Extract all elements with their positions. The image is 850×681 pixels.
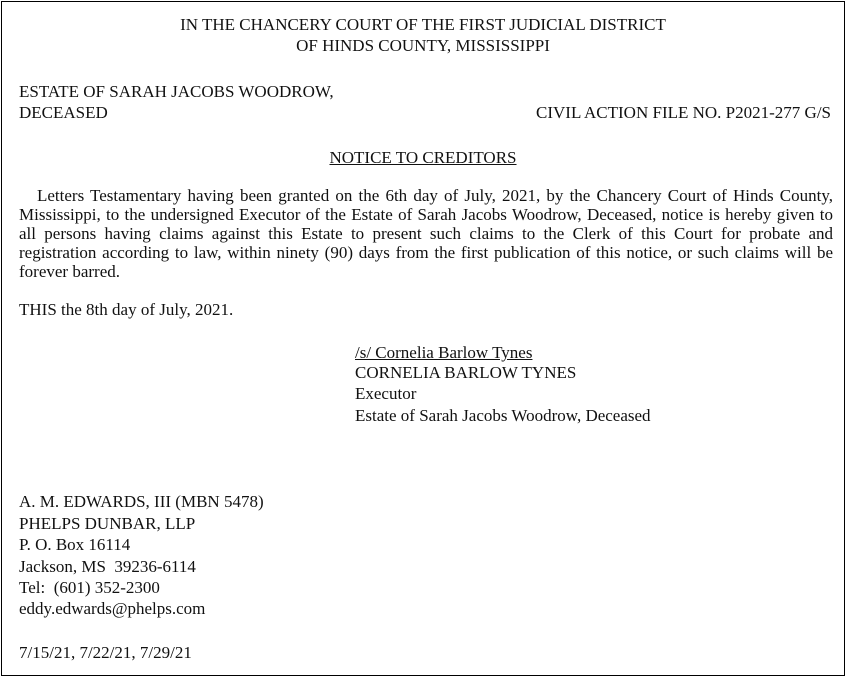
publication-dates: 7/15/21, 7/22/21, 7/29/21 [19, 643, 192, 662]
attorney-name: A. M. EDWARDS, III (MBN 5478) [19, 492, 264, 511]
civil-action-file-number: CIVIL ACTION FILE NO. P2021-277 G/S [536, 103, 831, 122]
notice-body-paragraph: Letters Testamentary having been granted on the 6th day of July, 2021, by the Chancery Court of Hinds County, Mississippi, to the undersigned Executor of the Estate of Sarah Jacobs Woodrow, Deceased, notice is hereby given to all persons having claims against this Estate to present such claims to the Clerk of this Court for probate and registration according to law, within ninety (90) days from the first publication of this notice, or such claims will be forever barred. [19, 186, 833, 281]
signature-line: /s/ Cornelia Barlow Tynes [355, 343, 533, 362]
executor-estate: Estate of Sarah Jacobs Woodrow, Deceased [355, 406, 651, 425]
court-heading-line1: IN THE CHANCERY COURT OF THE FIRST JUDICIAL DISTRICT [180, 15, 666, 34]
estate-caption-line1: ESTATE OF SARAH JACOBS WOODROW, [19, 82, 334, 101]
notice-date-line: THIS the 8th day of July, 2021. [19, 300, 234, 319]
executor-role: Executor [355, 384, 417, 403]
attorney-city: Jackson, MS 39236-6114 [19, 557, 196, 576]
attorney-phone: Tel: (601) 352-2300 [19, 578, 160, 597]
court-heading-line2: OF HINDS COUNTY, MISSISSIPPI [296, 36, 550, 55]
attorney-email: eddy.edwards@phelps.com [19, 599, 206, 618]
executor-name: CORNELIA BARLOW TYNES [355, 363, 577, 382]
attorney-po-box: P. O. Box 16114 [19, 535, 131, 554]
legal-notice [1, 1, 845, 676]
notice-title: NOTICE TO CREDITORS [329, 148, 517, 167]
estate-caption-line2: DECEASED [19, 103, 108, 122]
attorney-firm: PHELPS DUNBAR, LLP [19, 514, 196, 533]
